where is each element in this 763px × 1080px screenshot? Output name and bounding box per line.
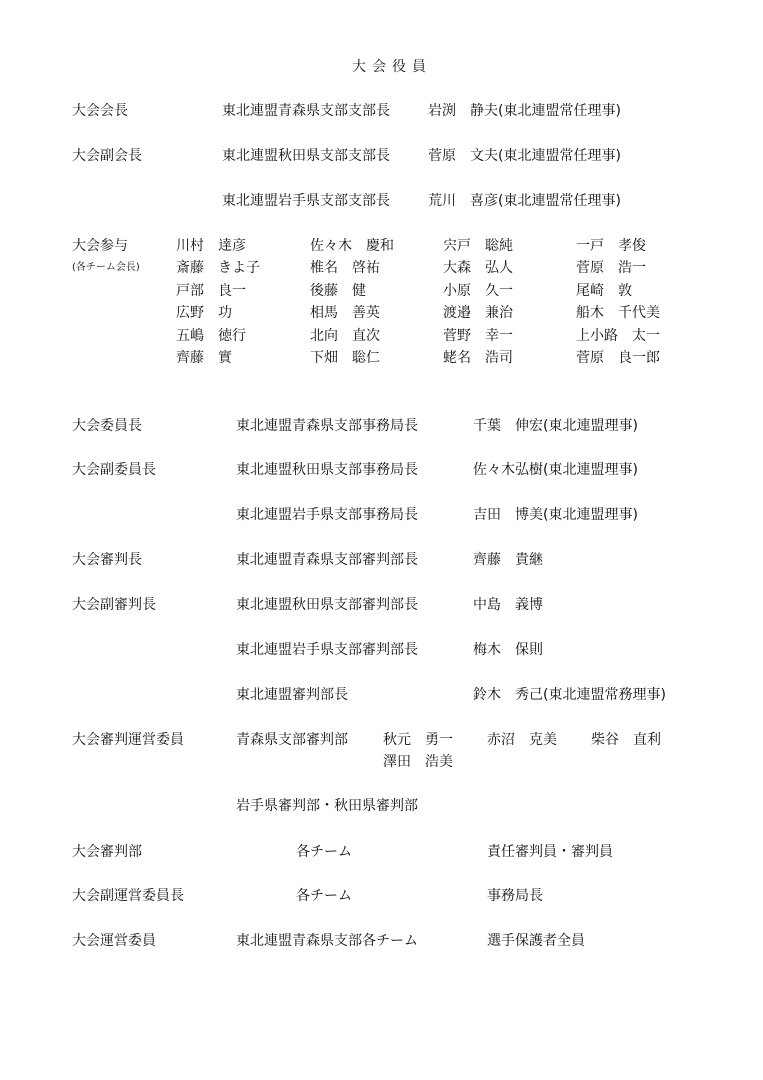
advisor-name: 船木 千代美 xyxy=(576,305,660,321)
advisor-name: 宍戸 聡純 xyxy=(443,238,513,254)
vice-president-name: 荒川 喜彦(東北連盟常任理事) xyxy=(428,193,621,209)
president-name: 岩渕 静夫(東北連盟常任理事) xyxy=(428,103,621,119)
advisor-name: 相馬 善英 xyxy=(310,305,380,321)
referee-committee-name: 柴谷 直利 xyxy=(591,732,661,748)
referee-dept-position: 各チーム xyxy=(296,844,352,860)
referee-committee-group: 青森県支部審判部 xyxy=(236,732,348,748)
advisor-name: 川村 達彦 xyxy=(176,238,246,254)
advisor-name: 菅原 浩一 xyxy=(576,260,646,276)
advisor-name: 下畑 聡仁 xyxy=(310,350,380,366)
operations-committee-name: 選手保護者全員 xyxy=(487,933,585,949)
advisor-name: 小原 久一 xyxy=(443,283,513,299)
vice-operations-chair-position: 各チーム xyxy=(296,888,352,904)
role-advisors: 大会参与 xyxy=(72,238,128,254)
chief-referee-name: 齊藤 貴継 xyxy=(473,552,543,568)
advisor-name: 渡邉 兼治 xyxy=(443,305,513,321)
advisor-name: 後藤 健 xyxy=(310,283,366,299)
chief-referee-position: 東北連盟青森県支部審判部長 xyxy=(236,552,418,568)
referee-dept-name: 責任審判員・審判員 xyxy=(487,844,613,860)
advisor-name: 広野 功 xyxy=(176,305,232,321)
vice-president-position: 東北連盟岩手県支部支部長 xyxy=(222,193,390,209)
advisor-name: 一戸 孝俊 xyxy=(576,238,646,254)
vice-committee-chair-name: 佐々木弘樹(東北連盟理事) xyxy=(473,462,638,478)
role-referee-dept: 大会審判部 xyxy=(72,844,142,860)
advisor-name: 五嶋 徳行 xyxy=(176,328,246,344)
advisor-name: 齊藤 實 xyxy=(176,350,232,366)
committee-chair-position: 東北連盟青森県支部事務局長 xyxy=(236,418,418,434)
vice-chief-referee-name: 中島 義博 xyxy=(473,597,543,613)
vice-chief-referee-position: 東北連盟岩手県支部審判部長 xyxy=(236,642,418,658)
advisor-name: 上小路 太一 xyxy=(576,328,660,344)
operations-committee-position: 東北連盟青森県支部各チーム xyxy=(236,933,418,949)
advisors-note: (各チーム会長) xyxy=(72,262,140,273)
advisor-name: 佐々木 慶和 xyxy=(310,238,394,254)
advisor-name: 戸部 良一 xyxy=(176,283,246,299)
referee-committee-group: 岩手県審判部・秋田県審判部 xyxy=(236,798,418,814)
page-title: 大会役員 xyxy=(352,59,432,75)
vice-chief-referee-position: 東北連盟秋田県支部審判部長 xyxy=(236,597,418,613)
role-president: 大会会長 xyxy=(72,103,128,119)
vice-committee-chair-name: 吉田 博美(東北連盟理事) xyxy=(473,507,638,523)
referee-committee-name: 澤田 浩美 xyxy=(383,754,453,770)
vice-committee-chair-position: 東北連盟秋田県支部事務局長 xyxy=(236,462,418,478)
referee-committee-name: 赤沼 克美 xyxy=(487,732,557,748)
advisor-name: 北向 直次 xyxy=(310,328,380,344)
role-committee-chair: 大会委員長 xyxy=(72,418,142,434)
president-position: 東北連盟青森県支部支部長 xyxy=(222,103,390,119)
vice-committee-chair-position: 東北連盟岩手県支部事務局長 xyxy=(236,507,418,523)
vice-chief-referee-name: 梅木 保則 xyxy=(473,642,543,658)
role-vice-president: 大会副会長 xyxy=(72,148,142,164)
vice-chief-referee-name: 鈴木 秀己(東北連盟常務理事) xyxy=(473,687,666,703)
vice-president-position: 東北連盟秋田県支部支部長 xyxy=(222,148,390,164)
role-vice-chief-referee: 大会副審判長 xyxy=(72,597,156,613)
role-vice-operations-chair: 大会副運営委員長 xyxy=(72,888,184,904)
vice-president-name: 菅原 文夫(東北連盟常任理事) xyxy=(428,148,621,164)
role-referee-committee: 大会審判運営委員 xyxy=(72,732,184,748)
vice-operations-chair-name: 事務局長 xyxy=(487,888,543,904)
role-vice-committee-chair: 大会副委員長 xyxy=(72,462,156,478)
advisor-name: 菅原 良一郎 xyxy=(576,350,660,366)
role-chief-referee: 大会審判長 xyxy=(72,552,142,568)
advisor-name: 尾崎 敦 xyxy=(576,283,632,299)
advisor-name: 大森 弘人 xyxy=(443,260,513,276)
committee-chair-name: 千葉 伸宏(東北連盟理事) xyxy=(473,418,638,434)
advisor-name: 蛯名 浩司 xyxy=(443,350,513,366)
vice-chief-referee-position: 東北連盟審判部長 xyxy=(236,687,348,703)
advisor-name: 菅野 幸一 xyxy=(443,328,513,344)
role-operations-committee: 大会運営委員 xyxy=(72,933,156,949)
advisor-name: 斎藤 きよ子 xyxy=(176,260,260,276)
advisor-name: 椎名 啓祐 xyxy=(310,260,380,276)
referee-committee-name: 秋元 勇一 xyxy=(383,732,453,748)
